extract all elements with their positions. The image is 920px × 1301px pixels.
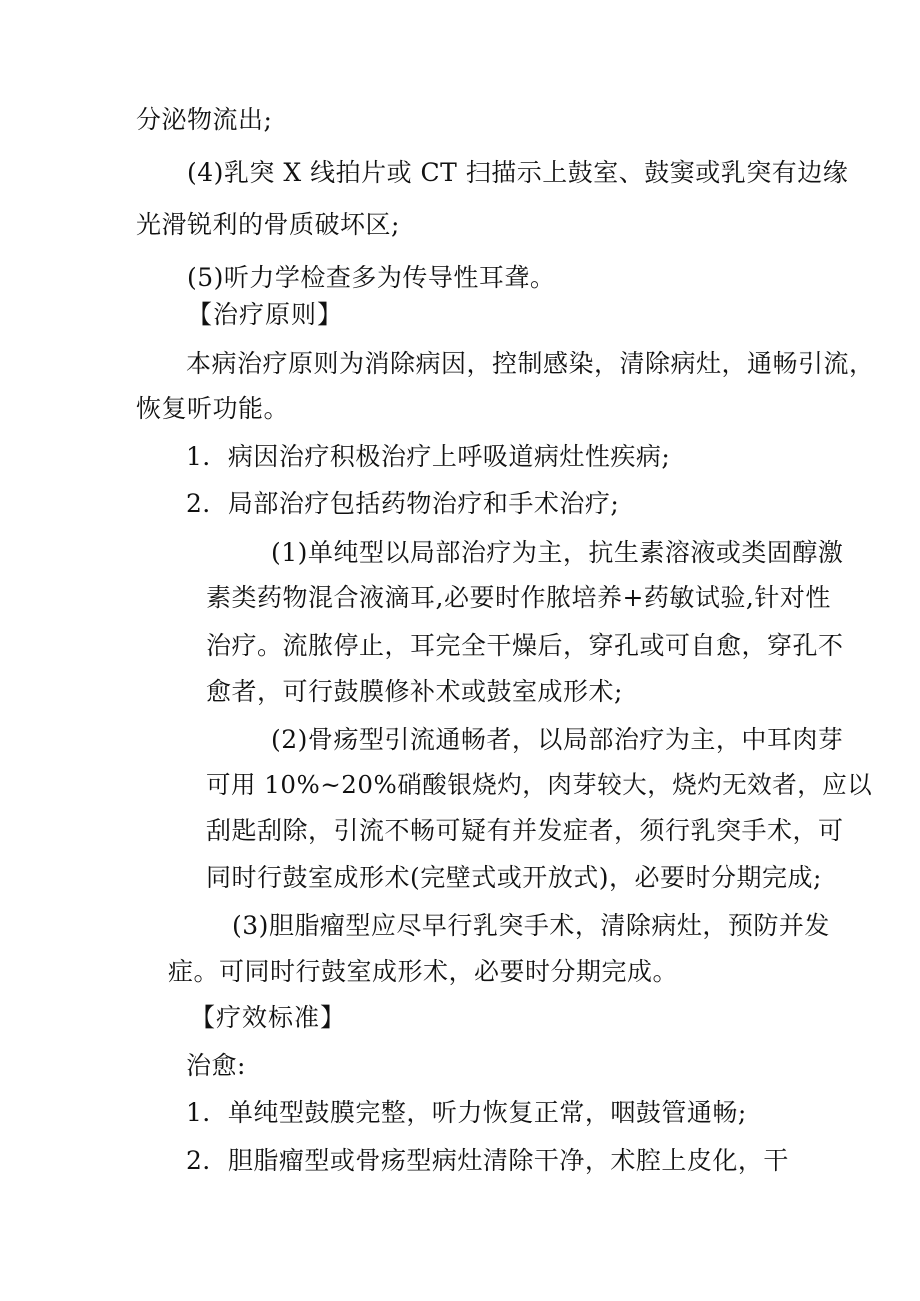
list-item-4: (4)乳突 X 线拍片或 CT 扫描示上鼓室、鼓窦或乳突有边缘 <box>187 158 849 187</box>
sub-item-3: (3)胆脂瘤型应尽早行乳突手术，清除病灶，预防并发 <box>232 911 830 940</box>
numbered-item-1: 1．单纯型鼓膜完整，听力恢复正常，咽鼓管通畅; <box>186 1098 747 1127</box>
paragraph-line: 恢复听功能。 <box>136 394 290 423</box>
paragraph-line: 本病治疗原则为消除病因，控制感染，清除病灶，通畅引流， <box>186 349 875 378</box>
sub-item-line: 同时行鼓室成形术(完壁式或开放式)，必要时分期完成; <box>206 863 822 892</box>
sub-item-line: 素类药物混合液滴耳,必要时作脓培养+药敏试验,针对性 <box>206 583 831 612</box>
sub-item-2: (2)骨疡型引流通畅者，以局部治疗为主，中耳肉芽 <box>271 725 844 754</box>
list-item-5: (5)听力学检查多为传导性耳聋。 <box>187 263 556 292</box>
section-heading-criteria: 【疗效标准】 <box>190 1003 347 1032</box>
sub-item-line: 可用 10%~20%硝酸银烧灼，肉芽较大，烧灼无效者，应以 <box>206 770 873 799</box>
sub-item-line: 愈者，可行鼓膜修补术或鼓室成形术; <box>206 677 623 706</box>
numbered-item-2: 2．胆脂瘤型或骨疡型病灶清除干净，术腔上皮化，干 <box>186 1146 789 1175</box>
text-line: 分泌物流出; <box>136 105 273 134</box>
sub-item-line: 刮匙刮除，引流不畅可疑有并发症者，须行乳突手术，可 <box>206 816 844 845</box>
label-cured: 治愈: <box>186 1051 246 1080</box>
numbered-item-1: 1．病因治疗积极治疗上呼吸道病灶性疾病; <box>186 442 671 471</box>
sub-item-line: 症。可同时行鼓室成形术，必要时分期完成。 <box>168 957 679 986</box>
sub-item-1: (1)单纯型以局部治疗为主，抗生素溶液或类固醇激 <box>271 538 844 567</box>
section-heading-treatment: 【治疗原则】 <box>187 300 344 329</box>
sub-item-line: 治疗。流脓停止，耳完全干燥后，穿孔或可自愈，穿孔不 <box>206 631 844 660</box>
numbered-item-2: 2．局部治疗包括药物治疗和手术治疗; <box>186 489 620 518</box>
text-line: 光滑锐利的骨质破坏区; <box>136 210 400 239</box>
